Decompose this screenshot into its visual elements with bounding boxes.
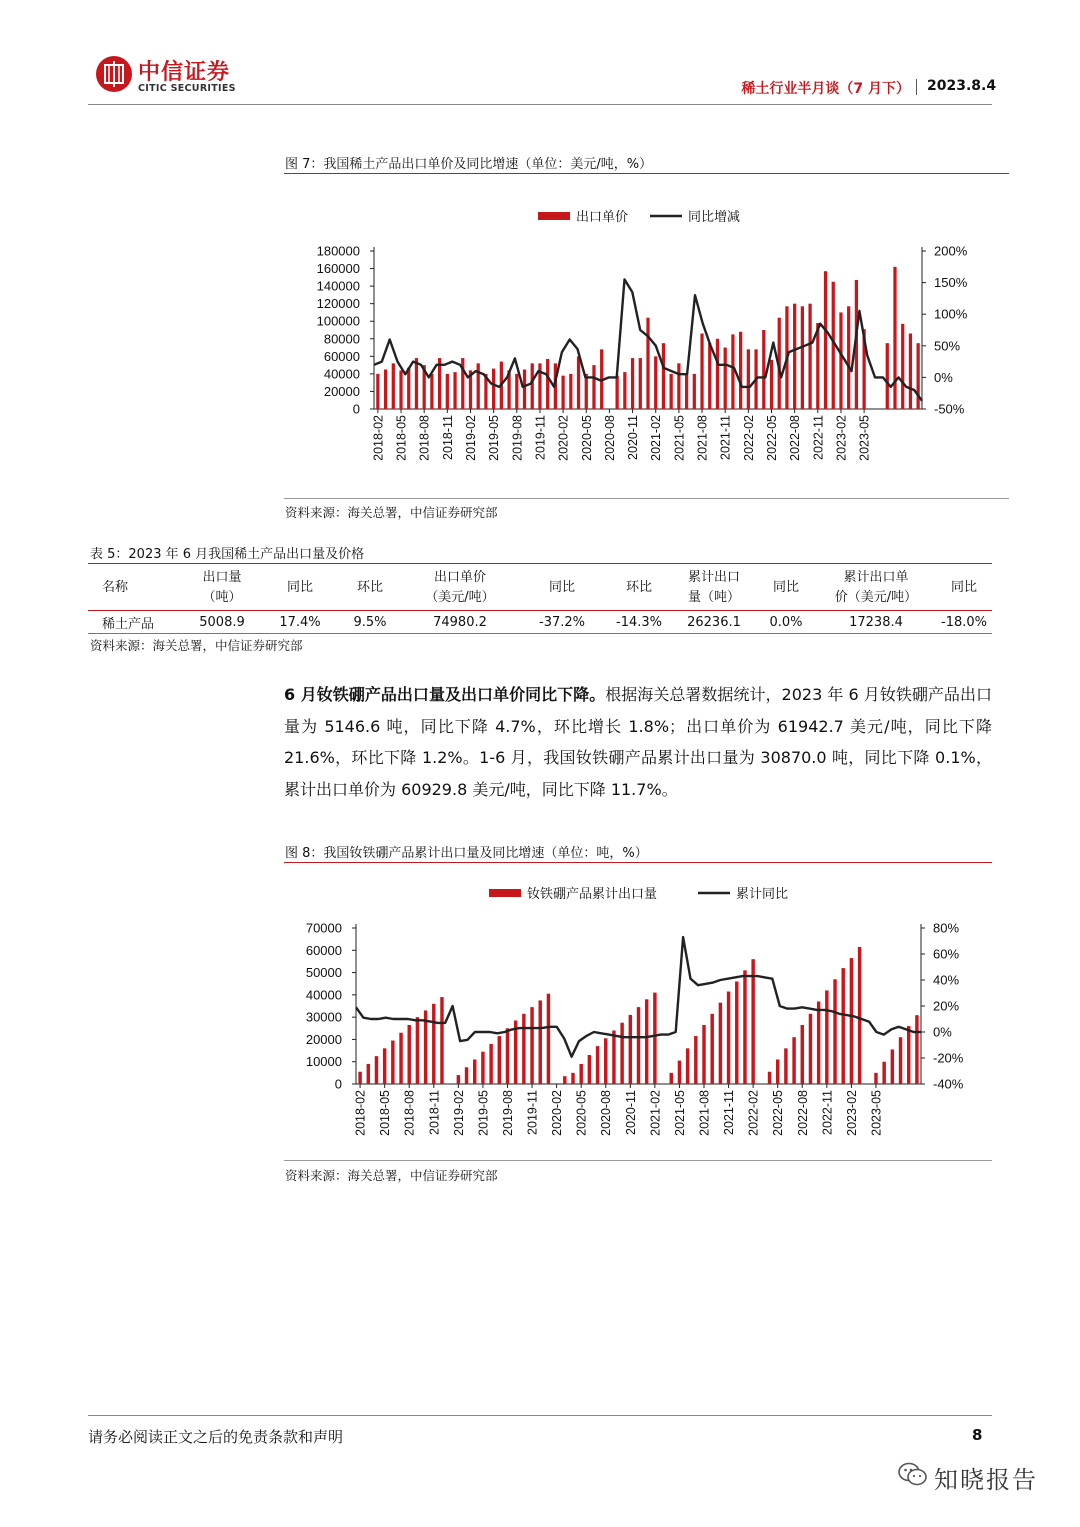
bar [808, 304, 811, 409]
table-cell-0: 稀土产品 [102, 616, 155, 632]
y-left-tick-label: 120000 [316, 296, 360, 312]
y-left-tick-label: 160000 [316, 261, 360, 277]
bar [685, 374, 688, 409]
bar [457, 1075, 460, 1084]
bar [907, 1026, 910, 1084]
legend-bar-label: 钕铁硼产品累计出口量 [527, 886, 658, 901]
y-left-tick-label: 60000 [323, 348, 360, 364]
bar [700, 334, 703, 409]
table-header-5: 同比 [548, 580, 575, 595]
table-header-0: 名称 [102, 580, 129, 595]
bar [477, 363, 480, 409]
x-tick-label: 2022-02 [741, 415, 756, 461]
y-right-tick-label: -20% [933, 1050, 964, 1066]
bar [858, 947, 861, 1084]
bar [719, 1003, 722, 1084]
y-left-tick-label: 60000 [305, 942, 342, 958]
y-left-tick-label: 0 [352, 401, 360, 417]
bar [762, 330, 765, 409]
bar [891, 1049, 894, 1084]
paragraph-lead: 6 月钕铁硼产品出口量及出口单价同比下降。 [284, 685, 606, 704]
x-tick-label: 2019-11 [533, 415, 548, 460]
y-right-tick-label: 40% [933, 972, 960, 988]
bar [817, 1002, 820, 1084]
bar [847, 306, 850, 409]
table-header-9: 累计出口单 价（美元/吨） [834, 570, 918, 605]
bar [850, 958, 853, 1084]
table-header-10: 同比 [950, 580, 977, 595]
bar [784, 1048, 787, 1084]
figure8-bottom-rule [284, 1160, 992, 1161]
y-left-tick-label: 0 [334, 1076, 342, 1092]
bar [743, 970, 746, 1084]
bar [446, 374, 449, 409]
x-tick-label: 2018-05 [378, 1090, 393, 1136]
bar [408, 1025, 411, 1084]
bar [440, 997, 443, 1084]
bar [882, 1062, 885, 1084]
bar [585, 374, 588, 409]
bar [473, 1059, 476, 1084]
bar [596, 1046, 599, 1084]
bar [367, 1064, 370, 1084]
bar [735, 981, 738, 1084]
bar [792, 1037, 795, 1084]
y-left-tick-label: 40000 [323, 366, 360, 382]
x-tick-label: 2023-05 [869, 1090, 884, 1136]
bar [677, 363, 680, 409]
y-right-tick-label: 200% [934, 243, 968, 259]
x-tick-label: 2018-02 [353, 1090, 368, 1136]
legend-bar-swatch [538, 212, 570, 220]
bar [693, 374, 696, 409]
bar [383, 1048, 386, 1084]
bar [358, 1072, 361, 1084]
table5-caption: 表 5：2023 年 6 月我国稀土产品出口量及价格 [90, 547, 365, 562]
x-tick-label: 2021-11 [722, 1090, 737, 1135]
bar [391, 1041, 394, 1084]
table-cell-6: -14.3% [616, 614, 662, 630]
legend-line-label: 同比增减 [688, 209, 741, 224]
watermark-text: 知晓报告 [934, 1466, 1038, 1494]
table-row [88, 611, 992, 634]
table-header-6: 环比 [625, 580, 652, 595]
bar [637, 1007, 640, 1084]
bar [604, 1038, 607, 1084]
y-left-tick-label: 30000 [305, 1009, 342, 1025]
figure7-top-rule [284, 173, 1009, 174]
bar [662, 343, 665, 409]
bar [915, 1015, 918, 1084]
bar [909, 334, 912, 409]
bar [481, 1052, 484, 1084]
bar [539, 1000, 542, 1084]
table-cell-4: 74980.2 [433, 614, 487, 630]
bar [432, 1004, 435, 1084]
bar [571, 1073, 574, 1084]
x-tick-label: 2021-05 [672, 1090, 687, 1136]
bar [465, 1067, 468, 1084]
bar [708, 343, 711, 409]
y-left-tick-label: 70000 [305, 920, 342, 936]
bar [515, 374, 518, 409]
y-right-tick-label: 50% [934, 338, 961, 354]
x-tick-label: 2018-02 [371, 415, 386, 461]
bar [653, 993, 656, 1084]
body-paragraph [284, 679, 992, 805]
x-tick-label: 2021-08 [695, 415, 710, 461]
x-tick-label: 2022-02 [746, 1090, 761, 1136]
x-tick-label: 2020-08 [602, 415, 617, 461]
x-tick-label: 2018-11 [427, 1090, 442, 1135]
bar [623, 372, 626, 409]
bar [392, 363, 395, 409]
x-tick-label: 2019-08 [510, 415, 525, 461]
table-header-4: 出口单价 （美元/吨） [425, 570, 495, 605]
bar [893, 267, 896, 409]
bar [670, 374, 673, 409]
bar [747, 349, 750, 409]
figure8-caption: 图 8：我国钕铁硼产品累计出口量及同比增速（单位：吨，%） [285, 846, 648, 861]
bar [530, 1007, 533, 1084]
x-tick-label: 2022-11 [820, 1090, 835, 1135]
table-cell-5: -37.2% [539, 614, 585, 630]
bar [489, 1044, 492, 1084]
bar [899, 1037, 902, 1084]
figure7-bottom-rule [284, 498, 1009, 499]
bar [399, 1033, 402, 1084]
x-tick-label: 2023-05 [857, 415, 872, 461]
bar [588, 1055, 591, 1084]
y-right-tick-label: 60% [933, 946, 960, 962]
bar [727, 992, 730, 1084]
y-left-tick-label: 80000 [323, 331, 360, 347]
table-header-7: 累计出口 量（吨） [687, 570, 740, 605]
legend-bar-swatch [489, 889, 521, 897]
x-tick-label: 2020-11 [623, 1090, 638, 1135]
bar [546, 359, 549, 409]
figure8-top-rule [284, 862, 992, 863]
bar [563, 1076, 566, 1084]
x-tick-label: 2020-02 [556, 415, 571, 461]
bar [375, 1056, 378, 1084]
bar [407, 368, 410, 409]
bar [492, 369, 495, 409]
table5-top-rule [88, 563, 992, 564]
x-tick-label: 2019-02 [451, 1090, 466, 1136]
x-tick-label: 2020-02 [550, 1090, 565, 1136]
x-tick-label: 2023-02 [844, 1090, 859, 1136]
bar [917, 343, 920, 409]
table-cell-7: 26236.1 [687, 614, 741, 630]
bar [639, 358, 642, 409]
x-tick-label: 2022-11 [811, 415, 826, 460]
bar [776, 1059, 779, 1084]
page-number: 8 [972, 1426, 983, 1444]
figure7-caption: 图 7：我国稀土产品出口单价及同比增速（单位：美元/吨，%） [285, 157, 653, 172]
bar [523, 370, 526, 410]
bar [824, 271, 827, 409]
bar [686, 1048, 689, 1084]
table5-source: 资料来源：海关总署，中信证券研究部 [90, 638, 303, 653]
bar [569, 374, 572, 409]
bar [702, 1025, 705, 1084]
x-tick-label: 2022-05 [771, 1090, 786, 1136]
table-cell-3: 9.5% [353, 614, 387, 630]
y-right-tick-label: 0% [934, 369, 953, 385]
x-tick-label: 2021-08 [697, 1090, 712, 1136]
bar [731, 334, 734, 409]
bar [453, 372, 456, 409]
bar [522, 1014, 525, 1084]
table-cell-2: 17.4% [279, 614, 321, 630]
table-cell-10: -18.0% [941, 614, 987, 630]
bar [901, 324, 904, 409]
bar [654, 356, 657, 409]
table-header-3: 环比 [356, 580, 383, 595]
bar [841, 968, 844, 1084]
y-right-tick-label: -50% [934, 401, 965, 417]
disclaimer-text: 请务必阅读正文之后的免责条款和声明 [88, 1428, 344, 1446]
report-date: 2023.8.4 [927, 78, 997, 94]
bar [547, 994, 550, 1084]
bar [498, 1036, 501, 1084]
table-header-row [88, 566, 992, 611]
table-header-1: 出口量 （吨） [202, 570, 242, 605]
bar [416, 1017, 419, 1084]
bar [694, 1036, 697, 1084]
figure8-chart [284, 878, 992, 1160]
logo-emblem-icon [96, 56, 132, 92]
bar [739, 332, 742, 409]
bar [816, 323, 819, 409]
bar [724, 348, 727, 409]
x-tick-label: 2019-08 [500, 1090, 515, 1136]
bar [670, 1073, 673, 1084]
bar [561, 376, 564, 409]
x-tick-label: 2022-08 [795, 1090, 810, 1136]
x-tick-label: 2018-08 [402, 1090, 417, 1136]
y-left-tick-label: 20000 [305, 1031, 342, 1047]
bar [506, 1028, 509, 1084]
bar [399, 370, 402, 409]
y-left-tick-label: 20000 [323, 383, 360, 399]
x-tick-label: 2020-08 [599, 1090, 614, 1136]
bar [678, 1061, 681, 1084]
bar [577, 356, 580, 409]
x-tick-label: 2018-05 [394, 415, 409, 461]
x-tick-label: 2021-02 [649, 415, 664, 461]
wechat-icon [898, 1461, 928, 1487]
table-cell-9: 17238.4 [849, 614, 903, 630]
bar [631, 358, 634, 409]
bar [809, 1014, 812, 1084]
x-tick-label: 2019-02 [463, 415, 478, 461]
legend-line-label: 累计同比 [736, 886, 789, 901]
x-tick-label: 2019-05 [487, 415, 502, 461]
bar [579, 1064, 582, 1084]
x-tick-label: 2019-11 [525, 1090, 540, 1135]
bar [770, 360, 773, 409]
company-logo [96, 56, 132, 92]
bar [376, 374, 379, 409]
bar [751, 959, 754, 1084]
bar [646, 318, 649, 409]
bar [616, 376, 619, 409]
bar [629, 1015, 632, 1084]
table-header-2: 同比 [286, 580, 313, 595]
x-tick-label: 2020-11 [626, 415, 641, 460]
footer-divider [88, 1415, 992, 1416]
y-left-tick-label: 40000 [305, 987, 342, 1003]
x-tick-label: 2023-02 [834, 415, 849, 461]
logo-chinese-name: 中信证券 [138, 60, 231, 85]
bar [430, 374, 433, 409]
paragraph-text: 根据海关总署数据统计，2023 年 6 月钕铁硼产品出口量为 5146.6 吨，同比下降 4.7%，环比增长 1.8%；出口单价为 61942.7 美元/吨，同比下降 21.6%，环比下降 1.2%。1-6 月，我国钕铁硼产品累计出口量为 30870.0 吨，同比下降 0.1%，累计出口单价为 60929.8 美元/吨，同比下降 11.7%。 [284, 685, 992, 799]
bar [415, 358, 418, 409]
bar [716, 339, 719, 409]
bar [874, 1073, 877, 1084]
x-tick-label: 2020-05 [579, 415, 594, 461]
bar [839, 312, 842, 409]
bar [801, 306, 804, 409]
x-tick-label: 2022-08 [788, 415, 803, 461]
bar [825, 990, 828, 1084]
table-header-8: 同比 [772, 580, 799, 595]
y-left-tick-label: 50000 [305, 965, 342, 981]
y-left-tick-label: 10000 [305, 1054, 342, 1070]
y-left-tick-label: 140000 [316, 278, 360, 294]
bar [620, 1023, 623, 1084]
header-divider [88, 104, 992, 105]
figure8-source: 资料来源：海关总署，中信证券研究部 [285, 1168, 498, 1183]
bar [592, 365, 595, 409]
bar [612, 1031, 615, 1084]
y-left-tick-label: 100000 [316, 313, 360, 329]
report-title: 稀土行业半月谈（7 月下） [741, 81, 910, 97]
y-right-tick-label: 20% [933, 998, 960, 1014]
bar [710, 1014, 713, 1084]
figure7-source: 资料来源：海关总署，中信证券研究部 [285, 505, 498, 520]
bar [886, 343, 889, 409]
x-tick-label: 2021-11 [718, 415, 733, 460]
x-tick-label: 2021-02 [648, 1090, 663, 1136]
x-tick-label: 2020-05 [574, 1090, 589, 1136]
table-cell-8: 0.0% [769, 614, 803, 630]
bar [768, 1072, 771, 1084]
table-cell-1: 5008.9 [199, 614, 245, 630]
figure7-chart [284, 195, 1009, 500]
x-tick-label: 2022-05 [764, 415, 779, 461]
y-right-tick-label: 0% [933, 1024, 952, 1040]
legend-bar-label: 出口单价 [576, 209, 629, 224]
logo-english-name: CITIC SECURITIES [138, 83, 236, 94]
export-price-table [88, 566, 992, 634]
y-right-tick-label: 150% [934, 275, 968, 291]
y-right-tick-label: 100% [934, 306, 968, 322]
bar [645, 999, 648, 1084]
x-tick-label: 2018-11 [440, 415, 455, 460]
bar [531, 363, 534, 409]
header-separator [916, 79, 917, 95]
bar [801, 1025, 804, 1084]
bar [793, 304, 796, 409]
y-left-tick-label: 180000 [316, 243, 360, 259]
x-tick-label: 2021-05 [672, 415, 687, 461]
y-right-tick-label: -40% [933, 1076, 964, 1092]
bar [833, 979, 836, 1084]
x-tick-label: 2019-05 [476, 1090, 491, 1136]
x-tick-label: 2018-08 [417, 415, 432, 461]
bar [384, 370, 387, 410]
y-right-tick-label: 80% [933, 920, 960, 936]
